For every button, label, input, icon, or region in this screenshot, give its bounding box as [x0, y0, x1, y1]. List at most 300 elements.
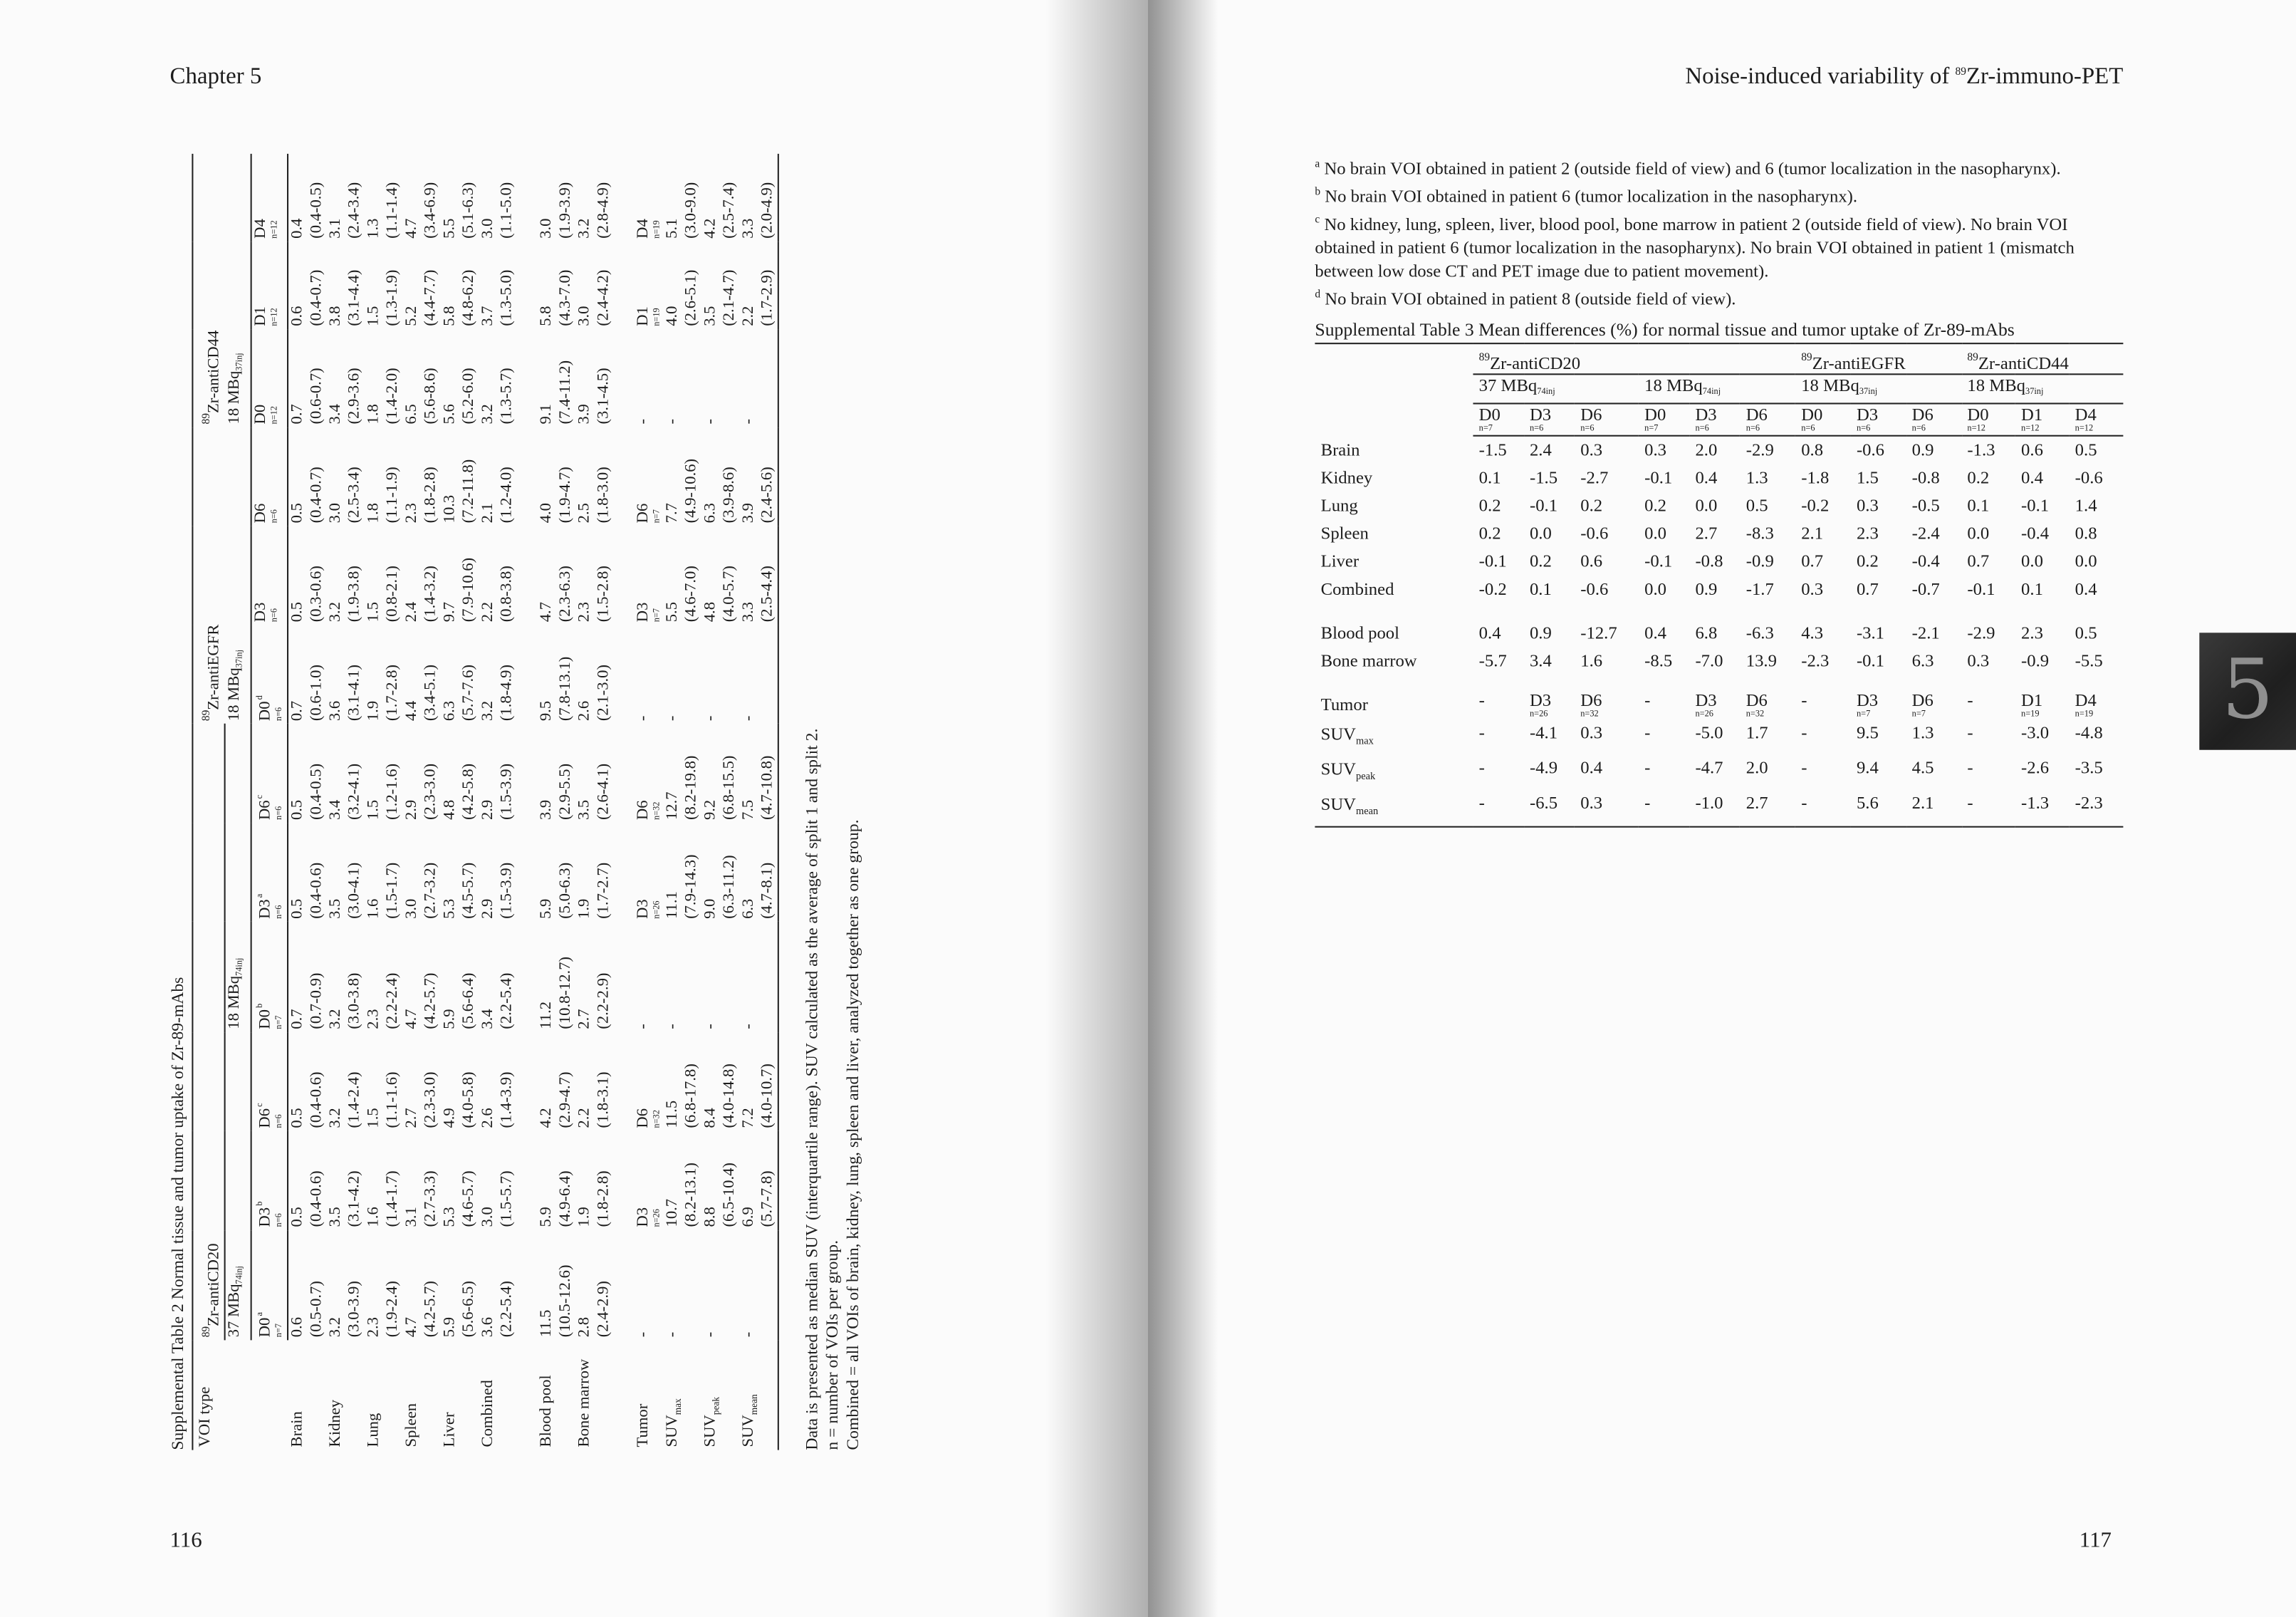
cell-value: 1.9 [575, 898, 593, 919]
cell-value: 0.2 [1644, 494, 1666, 516]
row-label [1315, 721, 1473, 756]
cell-value: 3.2 [326, 1009, 345, 1029]
cell-value: 3.1 [326, 218, 345, 239]
n-count: n=12 [2021, 425, 2040, 434]
table-cell [1961, 675, 2015, 721]
cell-iqr: (4.4-7.7) [422, 269, 439, 326]
group-header [1795, 343, 1961, 374]
day-column-header [1961, 403, 2015, 435]
running-head-sup: 89 [1955, 64, 1966, 78]
dose-subscript: 74inj [1702, 388, 1721, 397]
cell-value: - [1967, 722, 1973, 743]
cell-iqr: (1.1-1.9) [383, 467, 402, 524]
cell-value: 1.3 [1746, 467, 1768, 488]
n-count: n=7 [1644, 425, 1659, 434]
cell-iqr: (1.8-3.0) [594, 467, 612, 524]
cell-value: 0.0 [2075, 551, 2097, 571]
cell-value: 0.3 [1580, 439, 1603, 460]
n-count: n=26 [653, 1209, 662, 1227]
n-count: n=12 [271, 406, 280, 425]
cell-iqr: (1.2-1.6) [383, 763, 402, 821]
cell-value: 5.5 [663, 601, 682, 623]
table-cell [1524, 464, 1575, 492]
table-cell [1524, 576, 1575, 603]
cell-value: 2.3 [1856, 523, 1879, 544]
table-cell [288, 154, 326, 241]
day-column-header [251, 241, 288, 329]
cell-value: -0.5 [1911, 494, 1940, 516]
row-label-text: SUV [739, 1415, 758, 1447]
table-cell [441, 1032, 479, 1131]
table-cell [701, 823, 739, 922]
table-cell [365, 329, 402, 427]
table-cell [479, 1131, 516, 1230]
table-cell [288, 427, 326, 526]
cell-value: 2.5 [575, 503, 593, 524]
table-cell [517, 922, 575, 1032]
cell-value: -1.0 [1695, 792, 1723, 813]
table-cell [701, 1230, 739, 1341]
table-cell [402, 625, 440, 724]
table-cell [701, 922, 739, 1032]
table-cell [1689, 791, 1740, 826]
table-cell [1961, 791, 2015, 826]
cell-value: -8.3 [1746, 523, 1774, 544]
table-cell [1689, 648, 1740, 675]
cell-value: - [701, 715, 719, 722]
n-count: n=7 [1856, 710, 1871, 719]
table-cell [1906, 756, 1961, 791]
cell-iqr: (2.9-5.5) [556, 763, 574, 821]
table-cell [1524, 791, 1575, 826]
table-cell [517, 724, 575, 823]
cell-iqr: (0.6-1.0) [307, 664, 325, 722]
table-cell [1851, 721, 1906, 756]
cell-iqr: (5.2-6.0) [459, 368, 478, 425]
n-count: n=7 [1478, 425, 1493, 434]
table-cell [441, 526, 479, 625]
table-row [1315, 675, 2123, 721]
row-label [1315, 436, 1473, 464]
table-cell [2015, 675, 2070, 721]
table-cell [479, 922, 516, 1032]
cell-value: 5.3 [440, 1207, 459, 1227]
cell-iqr: (0.5-0.7) [307, 1281, 325, 1338]
table-cell [288, 329, 326, 427]
cell-value: - [1801, 722, 1807, 743]
table-cell [1961, 464, 2015, 492]
day-column-header [251, 329, 288, 427]
table-cell [663, 625, 701, 724]
table-cell [575, 1131, 613, 1230]
table-cell [1741, 520, 1795, 548]
row-label [1315, 756, 1473, 791]
cell-iqr: (4.8-6.2) [459, 269, 478, 326]
cell-iqr: (8.2-13.1) [682, 1163, 700, 1227]
cell-value: 2.8 [575, 1317, 593, 1338]
table-cell [1961, 492, 2015, 520]
dose-label: 37 MBq [225, 1284, 244, 1338]
cell-value: 2.7 [1746, 792, 1768, 813]
cell-value: - [1644, 792, 1651, 813]
table-cell [479, 1230, 516, 1341]
table-row [1315, 648, 2123, 675]
table-cell [614, 427, 664, 526]
table-cell [441, 724, 479, 823]
n-count: n=6 [1911, 425, 1926, 434]
table-cell [1524, 520, 1575, 548]
cell-value: 4.4 [402, 700, 421, 722]
row-label [1315, 791, 1473, 826]
cell-value: 0.2 [1856, 551, 1879, 571]
table-cell [517, 154, 575, 241]
day-footnote-mark: a [256, 893, 266, 898]
table-cell [1524, 675, 1575, 721]
table-cell [1906, 791, 1961, 826]
table-cell [2069, 648, 2123, 675]
cell-iqr: (1.5-5.7) [498, 1170, 516, 1227]
cell-value: 2.2 [739, 306, 758, 326]
day-footnote-mark: b [256, 1201, 266, 1206]
day-column-header [251, 427, 288, 526]
table-cell [365, 154, 402, 241]
dose-subscript: 37inj [235, 353, 244, 371]
cell-value: 2.7 [402, 1108, 421, 1128]
table-cell [701, 154, 739, 241]
table-cell [479, 1032, 516, 1131]
day-label: D0 [256, 1317, 274, 1338]
cell-value: 0.7 [288, 1009, 306, 1029]
row-label-text: Lung [364, 1413, 382, 1447]
page-number: 117 [2079, 1529, 2112, 1553]
day-label: D4 [2075, 404, 2097, 425]
cell-value: -0.1 [1644, 551, 1673, 571]
table-cell [1473, 520, 1523, 548]
cell-iqr: (0.4-0.5) [307, 763, 325, 821]
table-cell [1575, 464, 1639, 492]
suv-subscript: max [1356, 735, 1374, 747]
cell-value: - [663, 715, 682, 722]
n-count: n=26 [653, 900, 662, 919]
cell-value: D4 [634, 219, 652, 239]
table-cell [1795, 648, 1851, 675]
table-cell [1961, 603, 2015, 648]
cell-value: 0.3 [1801, 578, 1824, 599]
table-cell [739, 724, 778, 823]
group-header [192, 427, 224, 724]
chapter-thumb-tab [2199, 633, 2296, 749]
row-label-text: Tumor [634, 1403, 652, 1447]
table-cell [701, 1032, 739, 1131]
cell-iqr: (0.4-0.6) [307, 862, 325, 919]
day-footnote-mark: c [256, 794, 266, 799]
table-cell [479, 329, 516, 427]
n-count: n=7 [653, 608, 662, 623]
day-label: D6 [251, 503, 270, 524]
table-cell [739, 526, 778, 625]
cell-value: 0.0 [1967, 523, 1990, 544]
cell-value: 3.7 [479, 306, 497, 326]
table-cell [2015, 756, 2070, 791]
cell-value: 3.2 [479, 404, 497, 425]
cell-value: D1 [2021, 690, 2043, 711]
cell-value: 0.7 [1801, 551, 1824, 571]
cell-value: 3.9 [575, 404, 593, 425]
table-cell [1689, 675, 1740, 721]
cell-value: 5.1 [663, 218, 682, 239]
table-cell [288, 823, 326, 922]
table-cell [1906, 675, 1961, 721]
dose-label: 18 MBq [1644, 375, 1703, 396]
dose-subscript: 74inj [236, 957, 245, 976]
cell-iqr: (4.7-10.8) [758, 755, 776, 821]
cell-value: 6.8 [1695, 622, 1718, 643]
cell-iqr: (2.8-4.9) [594, 182, 612, 239]
row-header-blank [1315, 343, 1473, 436]
cell-value: 8.4 [701, 1108, 719, 1128]
table-cell [1524, 721, 1575, 756]
table-cell [365, 1230, 402, 1341]
cell-value: 0.6 [2021, 439, 2043, 460]
day-column-header [1795, 403, 1851, 435]
cell-value: -5.7 [1478, 650, 1507, 671]
table-row [1315, 520, 2123, 548]
day-label: D3 [256, 1207, 274, 1227]
cell-value: 10.7 [663, 1198, 682, 1227]
table-cell [1741, 648, 1795, 675]
row-label [327, 1340, 365, 1450]
cell-iqr: (2.5-7.4) [720, 182, 739, 239]
n-count: n=12 [271, 308, 280, 326]
isotope-superscript: 89 [199, 1326, 213, 1338]
cell-value: 3.2 [326, 1108, 345, 1128]
table-cell [739, 1032, 778, 1131]
cell-iqr: (3.9-8.6) [720, 467, 739, 524]
cell-iqr: (1.3-5.0) [498, 269, 516, 326]
cell-value: 0.4 [1580, 757, 1603, 778]
cell-value: -0.9 [2021, 650, 2050, 671]
cell-value: 2.3 [364, 1317, 382, 1338]
cell-value: 3.2 [326, 1317, 345, 1338]
cell-iqr: (1.3-1.9) [383, 269, 402, 326]
cell-value: D3 [1529, 690, 1552, 711]
cell-value: - [634, 418, 652, 425]
table-cell [2015, 464, 2070, 492]
footnote-mark: c [1315, 212, 1320, 226]
n-count: n=7 [275, 1015, 284, 1029]
cell-value: 4.7 [402, 1009, 421, 1029]
cell-iqr: (3.0-4.1) [345, 862, 363, 919]
table-cell [327, 154, 365, 241]
dose-header [1473, 374, 1638, 403]
table-cell [663, 427, 701, 526]
table-cell [2015, 648, 2070, 675]
footnote-mark: b [1315, 184, 1321, 198]
footnote [1315, 283, 2123, 311]
table-cell [739, 329, 778, 427]
cell-value: -12.7 [1580, 622, 1617, 643]
cell-iqr: (1.8-4.9) [498, 664, 516, 722]
cell-value: -4.7 [1695, 757, 1723, 778]
cell-value: 0.2 [1967, 467, 1990, 488]
cell-value: 3.0 [575, 306, 593, 326]
group-header [1961, 343, 2123, 374]
day-column-header [1689, 403, 1740, 435]
cell-value: 0.7 [1856, 578, 1879, 599]
n-count: n=19 [2075, 710, 2094, 719]
supplemental-table-2 [192, 154, 779, 1450]
cell-value: 0.0 [1644, 523, 1666, 544]
cell-value: -0.1 [2021, 494, 2050, 516]
table-cell [1524, 548, 1575, 576]
cell-iqr: (5.1-6.3) [459, 182, 478, 239]
cell-iqr: (10.8-12.7) [556, 956, 574, 1029]
cell-value: 0.5 [288, 1207, 306, 1227]
cell-iqr: (1.1-5.0) [498, 182, 516, 239]
table-cell [2069, 436, 2123, 464]
table-cell [575, 922, 613, 1032]
table-cell [1795, 791, 1851, 826]
table-cell [701, 329, 739, 427]
cell-iqr: (5.0-6.3) [556, 862, 574, 919]
table-cell [1689, 576, 1740, 603]
cell-iqr: (2.3-3.0) [422, 1071, 439, 1128]
table-cell [1795, 721, 1851, 756]
table-cell [2015, 791, 2070, 826]
cell-value: -3.0 [2021, 722, 2050, 743]
footnote-mark: a [1315, 157, 1320, 170]
group-label: Zr-antiEGFR [204, 624, 223, 710]
cell-value: D3 [634, 602, 652, 623]
cell-value: 2.4 [1529, 439, 1552, 460]
table-cell [701, 526, 739, 625]
cell-value: 0.2 [1478, 523, 1501, 544]
cell-value: 6.3 [701, 503, 719, 524]
day-label: D3 [1856, 404, 1879, 425]
cell-value: -0.1 [1644, 467, 1673, 488]
cell-value: 0.3 [1644, 439, 1666, 460]
table-cell [1575, 756, 1639, 791]
row-label [1315, 520, 1473, 548]
table-cell [1851, 648, 1906, 675]
table-cell [1524, 436, 1575, 464]
footnote [1315, 180, 2123, 208]
cell-value: 2.3 [364, 1009, 382, 1029]
table-cell [1473, 756, 1523, 791]
cell-value: -1.8 [1801, 467, 1830, 488]
n-count: n=19 [653, 220, 662, 239]
table-cell [1639, 520, 1689, 548]
cell-value: -2.9 [1746, 439, 1774, 460]
cell-value: -0.4 [2021, 523, 2050, 544]
table-cell [1741, 756, 1795, 791]
table-cell [441, 427, 479, 526]
cell-value: 1.5 [364, 306, 382, 326]
table-cell [1851, 464, 1906, 492]
row-label-text: Spleen [1320, 523, 1369, 544]
table-cell [1639, 603, 1689, 648]
cell-value: 4.0 [663, 306, 682, 326]
table-cell [517, 1230, 575, 1341]
table-cell [365, 625, 402, 724]
table-cell [1851, 520, 1906, 548]
table-row [1315, 791, 2123, 826]
cell-value: - [1801, 690, 1807, 711]
table-row [1315, 603, 2123, 648]
cell-value: D6 [634, 800, 652, 821]
table-cell [739, 241, 778, 329]
cell-value: - [1967, 690, 1973, 711]
cell-iqr: (4.2-5.7) [422, 972, 439, 1029]
cell-value: -2.1 [1911, 622, 1940, 643]
table-cell [1473, 464, 1523, 492]
row-label [663, 1340, 701, 1450]
day-label: D0 [256, 1009, 274, 1029]
cell-value: 0.4 [1644, 622, 1666, 643]
cell-value: 7.7 [663, 503, 682, 524]
gutter-shadow [1045, 0, 1148, 1617]
cell-value: 2.0 [1695, 439, 1718, 460]
table-cell [1851, 436, 1906, 464]
dose-header [225, 724, 251, 1032]
table-cell [517, 329, 575, 427]
table-row [517, 154, 575, 1450]
cell-value: 1.5 [1856, 467, 1879, 488]
table-cell [2069, 721, 2123, 756]
table-cell [1961, 436, 2015, 464]
cell-iqr: (3.2-4.1) [345, 763, 363, 821]
cell-iqr: (1.4-2.4) [345, 1071, 363, 1128]
cell-value: - [739, 715, 758, 722]
table-cell [701, 1131, 739, 1230]
row-label [402, 1340, 440, 1450]
cell-iqr: (3.1-4.4) [345, 269, 363, 326]
cell-value: 3.5 [326, 898, 345, 919]
n-count: n=26 [1529, 710, 1548, 719]
table-cell [614, 241, 664, 329]
table-cell [327, 526, 365, 625]
table-cell [1906, 464, 1961, 492]
isotope-superscript: 89 [1967, 350, 1978, 363]
cell-value: -0.1 [1478, 551, 1507, 571]
table-cell [441, 329, 479, 427]
cell-value: -2.3 [1801, 650, 1830, 671]
footnote-text: No kidney, lung, spleen, liver, blood pool, bone marrow in patient 2 (outside field of view). No brain VOI obtained in patient 6 (tumor localization in the nasopharynx). No brain VOI obtained in patient 1 (mismatch between low dose CT and PET image due to patient movement). [1315, 214, 2075, 281]
cell-value: 2.6 [575, 700, 593, 722]
table-cell [1906, 603, 1961, 648]
cell-value: 4.8 [440, 799, 459, 821]
n-count: n=19 [653, 308, 662, 326]
table-cell [1689, 603, 1740, 648]
table-cell [1473, 492, 1523, 520]
table-caption: Supplemental Table 3 Mean differences (%) for normal tissue and tumor uptake of Zr-89-mAbs [1315, 319, 2015, 340]
table-cell [663, 329, 701, 427]
table-cell [402, 154, 440, 241]
dose-label: 18 MBq [224, 667, 243, 722]
table-cell [1906, 576, 1961, 603]
n-count: n=6 [271, 608, 280, 623]
table-cell [2069, 492, 2123, 520]
cell-value: 0.4 [1478, 622, 1501, 643]
table-cell [2069, 791, 2123, 826]
cell-iqr: (0.4-0.6) [307, 1170, 325, 1227]
table-cell [365, 1131, 402, 1230]
row-label [1315, 464, 1473, 492]
cell-value: 0.0 [2021, 551, 2043, 571]
cell-value: 0.5 [288, 601, 306, 623]
cell-value: 6.9 [739, 1207, 758, 1227]
n-count: n=6 [1856, 425, 1871, 434]
